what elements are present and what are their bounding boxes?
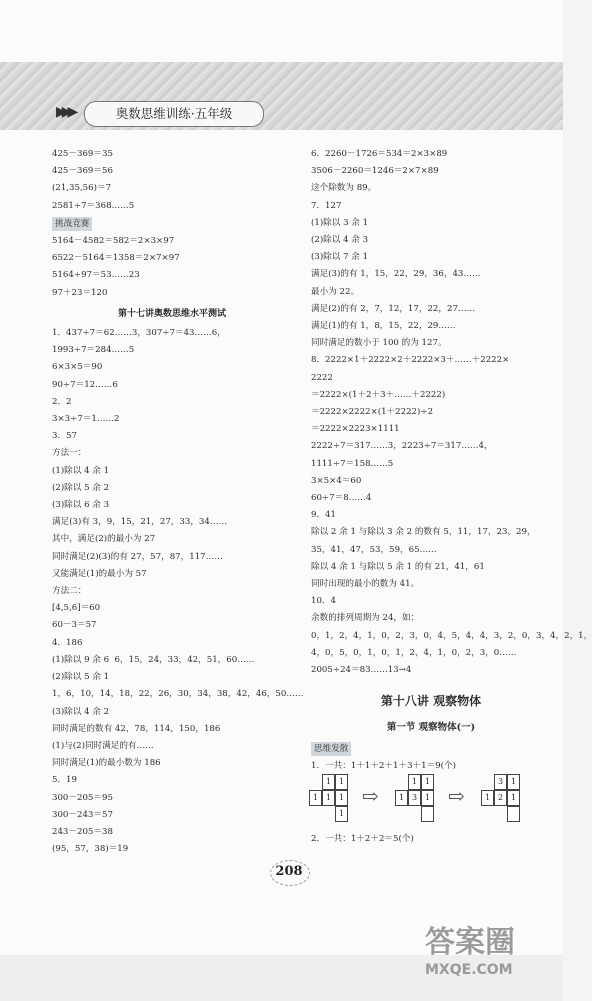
answer-line: 5164－4582＝582＝2×3×97 bbox=[52, 236, 175, 247]
answer-line: 300－205＝95 bbox=[52, 792, 113, 803]
answer-line: 2005÷24＝83……13→4 bbox=[311, 665, 412, 676]
answer-q1 bbox=[52, 325, 292, 394]
watermark-url: MXQE.COM bbox=[425, 962, 513, 978]
fig3-cell: 1 bbox=[507, 774, 520, 790]
answer-line: 90÷7＝12……6 bbox=[52, 379, 118, 390]
watermark bbox=[425, 925, 561, 995]
answer-view-q1: 1．一共：1＋1＋2＋1＋3＋1＝9(个) bbox=[311, 760, 456, 771]
answer-line: 97＋23＝120 bbox=[52, 287, 108, 298]
answer-q4 bbox=[52, 635, 304, 773]
answer-line: (3)除以 7 余 1 bbox=[311, 252, 369, 263]
answer-q2 bbox=[52, 394, 292, 428]
answer-line: 满足(3)的有 1，15，22，29，36，43…… bbox=[311, 269, 481, 280]
answer-line: 5．19 bbox=[52, 775, 77, 786]
fig1-cell: 1 bbox=[335, 790, 348, 806]
fig3-cell: 3 bbox=[494, 774, 507, 790]
answer-q5 bbox=[52, 772, 292, 858]
fig2-cell: 1 bbox=[421, 790, 434, 806]
answer-view-q2: 2．一共：1＋2＋2＝5(个) bbox=[311, 834, 414, 844]
fig2-cell: 1 bbox=[408, 774, 421, 790]
answer-line: ＝2222×(1＋2＋3＋……＋2222) bbox=[311, 389, 446, 400]
header-arrows-icon: ▶▶▶ bbox=[56, 104, 74, 120]
answer-line: 最小为 22。 bbox=[311, 286, 360, 297]
answer-line: 3×5×4＝60 bbox=[311, 475, 362, 486]
answer-line: 300－243＝57 bbox=[52, 809, 113, 820]
answer-line: 3．57 bbox=[52, 431, 77, 442]
answer-line: 3506－2260＝1246＝2×7×89 bbox=[311, 166, 439, 177]
answer-line: 满足(1)的有 1，8，15，22，29…… bbox=[311, 321, 456, 332]
page-number-text: 208 bbox=[275, 864, 303, 879]
answer-line: 60－3＝57 bbox=[52, 620, 97, 631]
answer-line: (95，57，38)＝19 bbox=[52, 844, 129, 855]
answer-line: 除以 4 余 1 与除以 5 余 1 的有 21，41，61 bbox=[311, 561, 485, 572]
answer-line: 2222÷7＝317……3，2223÷7＝317……4， bbox=[311, 441, 493, 452]
answer-line: 2581÷7＝368……5 bbox=[52, 200, 135, 211]
answer-q6 bbox=[311, 146, 551, 198]
answer-line: 1，6，10，14，18，22，26，30，34，38，42，46，50…… bbox=[52, 689, 304, 700]
answer-line: (3)除以 4 余 2 bbox=[52, 706, 110, 717]
watermark-title: 答案圈 bbox=[425, 925, 515, 960]
answer-q8 bbox=[311, 352, 551, 507]
fig3-cell bbox=[507, 806, 520, 822]
tag-challenge: 挑战竞赛 bbox=[52, 217, 92, 231]
answer-line: 除以 2 余 1 与除以 3 余 2 的数有 5，11，17，23，29， bbox=[311, 527, 536, 538]
answer-line: 满足(3)有 3，9，15，21，27，33，34…… bbox=[52, 517, 228, 528]
answer-line: 同时出现的最小的数为 41。 bbox=[311, 579, 420, 590]
answer-line: 1．437÷7＝62……3，307÷7＝43……6， bbox=[52, 328, 226, 339]
answer-line: (3)除以 6 余 3 bbox=[52, 500, 110, 511]
fig1-cell: 1 bbox=[335, 806, 348, 822]
answer-line: (2)除以 5 余 1 bbox=[52, 672, 110, 683]
answer-block-challenge bbox=[52, 233, 292, 302]
answer-line: 7．127 bbox=[311, 200, 342, 211]
answer-q9 bbox=[311, 507, 551, 593]
fig2-cell: 1 bbox=[421, 774, 434, 790]
answer-line: 0，1，2，4，1，0，2，3，0，4，5，4，4，3，2，0，3，4，2，1， bbox=[311, 630, 592, 641]
answer-line: 4，0，5，0，1，0，1，2，4，1，0，2，3，0…… bbox=[311, 647, 517, 658]
answer-line: 同时满足(1)的最小数为 186 bbox=[52, 758, 161, 769]
fig1-cell: 1 bbox=[335, 774, 348, 790]
fig3-cell: 2 bbox=[494, 790, 507, 806]
answer-line: 4．186 bbox=[52, 637, 83, 648]
answer-line: 2．2 bbox=[52, 396, 72, 407]
fig1-cell: 1 bbox=[322, 774, 335, 790]
page-number bbox=[262, 858, 316, 886]
cube-figures bbox=[308, 774, 558, 834]
arrow-right-icon: ⇨ bbox=[448, 784, 465, 808]
answer-line: 425－369＝35 bbox=[52, 149, 113, 159]
answer-line: (21,35,56)＝7 bbox=[52, 183, 112, 194]
answer-line: 同时满足(2)(3)的有 27，57，87，117…… bbox=[52, 551, 223, 562]
answer-line: 方法二： bbox=[52, 586, 87, 597]
answer-line: 满足(2)的有 2，7，12，17，22，27…… bbox=[311, 303, 476, 314]
answer-line: 余数的排列周期为 24，如： bbox=[311, 613, 420, 624]
answer-line: 243－205＝38 bbox=[52, 826, 113, 837]
answer-line: 同时满足的数小于 100 的为 127。 bbox=[311, 338, 447, 349]
fig3-cell: 1 bbox=[507, 790, 520, 806]
answer-line: (2)除以 5 余 2 bbox=[52, 482, 110, 493]
answer-line: 方法一： bbox=[52, 448, 87, 459]
lecture-title-18: 第十八讲 观察物体 bbox=[380, 694, 482, 709]
answer-line: 2222 bbox=[311, 372, 333, 383]
answer-line: 10．4 bbox=[311, 596, 336, 607]
answer-line: 425－369＝56 bbox=[52, 166, 113, 177]
answer-line: (2)除以 4 余 3 bbox=[311, 235, 369, 246]
answer-q10 bbox=[311, 593, 592, 679]
answer-line: 9．41 bbox=[311, 510, 336, 521]
answer-block-prev bbox=[52, 146, 292, 215]
answer-line: 其中，满足(2)的最小为 27 bbox=[52, 534, 156, 545]
answer-line: 这个除数为 89。 bbox=[311, 183, 377, 194]
answer-line: ＝2222×2223×1111 bbox=[311, 424, 400, 435]
fig1-cell: 1 bbox=[322, 790, 335, 806]
answer-q7 bbox=[311, 198, 551, 353]
fig1-cell: 1 bbox=[309, 790, 322, 806]
fig3-cell: 1 bbox=[481, 790, 494, 806]
arrow-right-icon: ⇨ bbox=[362, 784, 379, 808]
answer-line: 35，41，47，53，59，65…… bbox=[311, 544, 437, 555]
answer-line: 又能满足(1)的最小为 57 bbox=[52, 568, 147, 579]
left-column bbox=[52, 146, 304, 858]
answer-line: (1)除以 3 余 1 bbox=[311, 217, 369, 228]
fig2-cell: 3 bbox=[408, 790, 421, 806]
right-column bbox=[311, 146, 592, 775]
answer-line: 60÷7＝8……4 bbox=[311, 493, 372, 504]
answer-line: 8．2222×1＋2222×2＋2222×3＋……＋2222× bbox=[311, 355, 510, 366]
section-subtitle: 第一节 观察物体(一) bbox=[386, 721, 476, 733]
answer-line: (1)除以 9 余 6 6，15，24，33，42，51，60…… bbox=[52, 654, 255, 665]
answer-line: 6×3×5＝90 bbox=[52, 362, 103, 373]
answer-q3 bbox=[52, 428, 292, 634]
fig2-cell bbox=[421, 806, 434, 822]
answer-line: ＝2222×2222×(1＋2222)÷2 bbox=[311, 407, 434, 418]
fig2-cell: 1 bbox=[395, 790, 408, 806]
answer-line: (1)除以 4 余 1 bbox=[52, 465, 110, 476]
answer-line: 5164÷97＝53……23 bbox=[52, 270, 140, 281]
section-title-17: 第十七讲奥数思维水平测试 bbox=[117, 308, 226, 319]
answer-line: [4,5,6]＝60 bbox=[52, 603, 101, 614]
answer-line: 1111÷7＝158……5 bbox=[311, 458, 394, 469]
tag-divergent: 思维发散 bbox=[311, 742, 351, 756]
book-title: 奥数思维训练·五年级 bbox=[84, 101, 264, 127]
answer-line: 1993÷7＝284……5 bbox=[52, 345, 135, 356]
answer-line: 6522－5164＝1358＝2×7×97 bbox=[52, 253, 180, 264]
answer-line: 同时满足的数有 42，78，114，150，186 bbox=[52, 723, 221, 734]
answer-line: 6．2260－1726＝534＝2×3×89 bbox=[311, 149, 448, 159]
answer-line: 3×3÷7＝1……2 bbox=[52, 414, 120, 425]
answer-line: (1)与(2)同时满足的有…… bbox=[52, 740, 154, 751]
